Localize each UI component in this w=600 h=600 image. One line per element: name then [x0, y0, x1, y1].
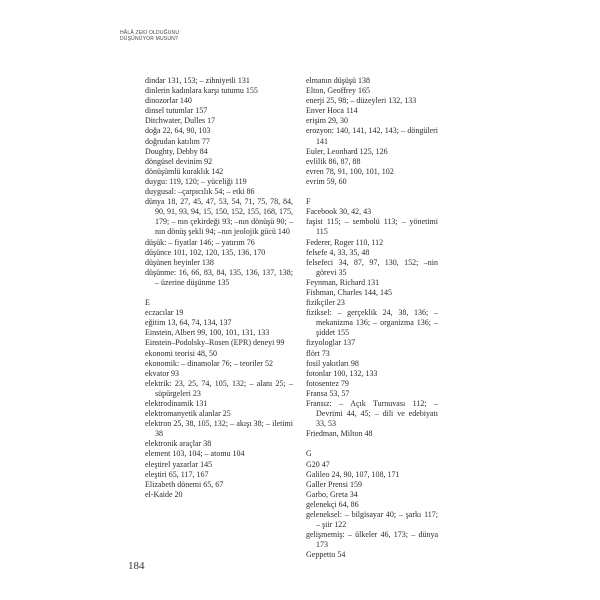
index-entry: gelenekçi 64, 86: [306, 499, 359, 509]
index-entry: Einstein–Podolsky–Rosen (EPR) deneyi 99: [145, 338, 285, 348]
index-entry: düşünme: 16, 66, 83, 84, 135, 136, 137, 138; – üzerine düşünme 135: [145, 267, 293, 287]
index-entry: düşünen beyinler 138: [145, 257, 214, 267]
index-entry: Garbo, Greta 34: [306, 489, 358, 499]
index-entry: fotosentez 79: [306, 378, 349, 388]
index-entry: Feynman, Richard 131: [306, 277, 380, 287]
index-entry: eczacılar 19: [145, 308, 184, 318]
index-entry: Elton, Geoffrey 165: [306, 86, 371, 96]
index-entry: dünya 18, 27, 45, 47, 53, 54, 71, 75, 78, 84, 90, 91, 93, 94, 15, 150, 152, 155, 168, 175, 179; – nın çekirdeği 93; –nın dönüşü 90; –nın dönüş şekli 94; –nın jeolojik gücü 140: [145, 197, 293, 237]
index-entry: elmanın düşüşü 138: [306, 76, 370, 85]
index-entry: G20 47: [306, 459, 330, 469]
index-entry: eğitim 13, 64, 74, 134, 137: [145, 318, 232, 328]
index-entry: eleştiri 65, 117, 167: [145, 469, 209, 479]
index-entry: Federer, Roger 110, 112: [306, 237, 384, 247]
index-entry: Fishman, Charles 144, 145: [306, 287, 392, 297]
index-entry: Enver Hoca 114: [306, 106, 358, 116]
index-entry: el-Kaide 20: [145, 489, 183, 499]
index-entry: ekonomik: – dinamolar 76; – teoriler 52: [145, 358, 273, 368]
running-header: [120, 30, 179, 42]
index-entry: ekonomi teorisi 48, 50: [145, 348, 217, 358]
index-entry: elektrodinamik 131: [145, 399, 208, 408]
index-entry: Einstein, Albert 99, 100, 101, 131, 133: [145, 328, 270, 338]
index-entry: elektrik: 23, 25, 74, 105, 132; – alanı 25; – süpürgeleri 23: [145, 378, 293, 398]
page-number: 184: [128, 560, 145, 572]
index-entry: dinozorlar 140: [145, 96, 192, 106]
index-entry: gelişmemiş: – ülkeler 46, 173; – dünya 173: [306, 530, 438, 550]
index-entry: doğrudan katılım 77: [145, 136, 210, 146]
index-column-left: [145, 76, 293, 500]
index-entry: Doughty, Debby 84: [145, 146, 208, 156]
index-entry: evrim 59, 60: [306, 176, 347, 186]
section-spacer: [306, 439, 438, 449]
index-entry: düşük: – fiyatlar 146; – yatırım 76: [145, 237, 255, 247]
running-header-line-1: HÂLÂ ZEKİ OLDUĞUNU: [120, 30, 180, 36]
index-entry: dinsel tutumlar 157: [145, 106, 208, 116]
index-entry: duygusal: –çarpıcılık 54; – etki 86: [145, 187, 255, 197]
index-entry: erişim 29, 30: [306, 116, 348, 126]
index-entry: fizikçiler 23: [306, 298, 345, 308]
section-spacer: [145, 288, 293, 298]
index-entry: fosil yakıtları 98: [306, 358, 359, 368]
index-entry: Fransız: – Açık Turnuvası 112; – Devrimi 44, 45; – dili ve edebiyatı 33, 53: [306, 399, 438, 429]
index-entry: Elizabeth dönemi 65, 67: [145, 479, 224, 489]
index-entry: elektromanyetik alanlar 25: [145, 409, 231, 419]
index-entry: faşist 115; – sembolü 113; – yönetimi 115: [306, 217, 438, 237]
index-entry: ekvator 93: [145, 368, 179, 378]
index-entry: eleştirel yazarlar 145: [145, 459, 213, 469]
index-entry: Galileo 24, 90, 107, 108, 171: [306, 469, 400, 479]
index-entry: erozyon: 140, 141, 142, 143; – döngüleri 141: [306, 126, 438, 146]
index-entry: felsefe 4, 33, 35, 48: [306, 247, 370, 257]
index-entry: duygu: 119, 120; – yüceliği 119: [145, 176, 247, 186]
index-entry: dönüşümlü kuraklık 142: [145, 166, 224, 176]
index-entry: Facebook 30, 42, 43: [306, 207, 372, 217]
index-entry: dindar 131, 153; – zihniyetli 131: [145, 76, 250, 85]
index-entry: elektron 25, 38, 105, 132; – akışı 38; – iletimi 38: [145, 419, 293, 439]
index-entry: geleneksel: – bilgisayar 40; – şarkı 117; – şiir 122: [306, 510, 438, 530]
index-entry: düşünce 101, 102, 120, 135, 136, 170: [145, 247, 266, 257]
index-entry: felsefeci 34, 87, 97, 130, 152; –nin görevi 35: [306, 257, 438, 277]
index-entry: fotonlar 100, 132, 133: [306, 368, 378, 378]
index-entry: Ditchwater, Dulles 17: [145, 116, 216, 126]
index-entry: Fransa 53, 57: [306, 388, 350, 398]
running-header-line-2: DÜŞÜNÜYOR MUSUN?: [120, 36, 178, 42]
section-spacer: [306, 187, 438, 197]
index-entry: Euler, Leonhard 125, 126: [306, 146, 388, 156]
index-entry: elektronik araçlar 38: [145, 439, 212, 449]
index-entry: flört 73: [306, 348, 330, 358]
index-entry: Friedman, Milton 48: [306, 429, 373, 439]
index-column-right: [306, 76, 438, 561]
index-entry: evren 78, 91, 100, 101, 102: [306, 166, 394, 176]
index-entry: enerji 25, 98; – düzeyleri 132, 133: [306, 96, 417, 106]
index-entry: doğa 22, 64, 90, 103: [145, 126, 211, 136]
section-letter: G: [306, 449, 312, 459]
index-entry: fiziksel: – gerçeklik 24, 38, 136; – mekanizma 136; – organizma 136; – şiddet 155: [306, 308, 438, 338]
index-entry: Galler Prensi 159: [306, 479, 362, 489]
index-entry: dinlerin kadınlara karşı tutumu 155: [145, 86, 258, 96]
index-entry: element 103, 104; – atomu 104: [145, 449, 245, 459]
index-entry: Geppetto 54: [306, 550, 346, 560]
index-entry: döngüsel devinim 92: [145, 156, 213, 166]
section-letter: E: [145, 298, 150, 308]
section-letter: F: [306, 197, 311, 207]
index-entry: fizyologlar 137: [306, 338, 356, 348]
index-entry: evlilik 86, 87, 88: [306, 156, 361, 166]
